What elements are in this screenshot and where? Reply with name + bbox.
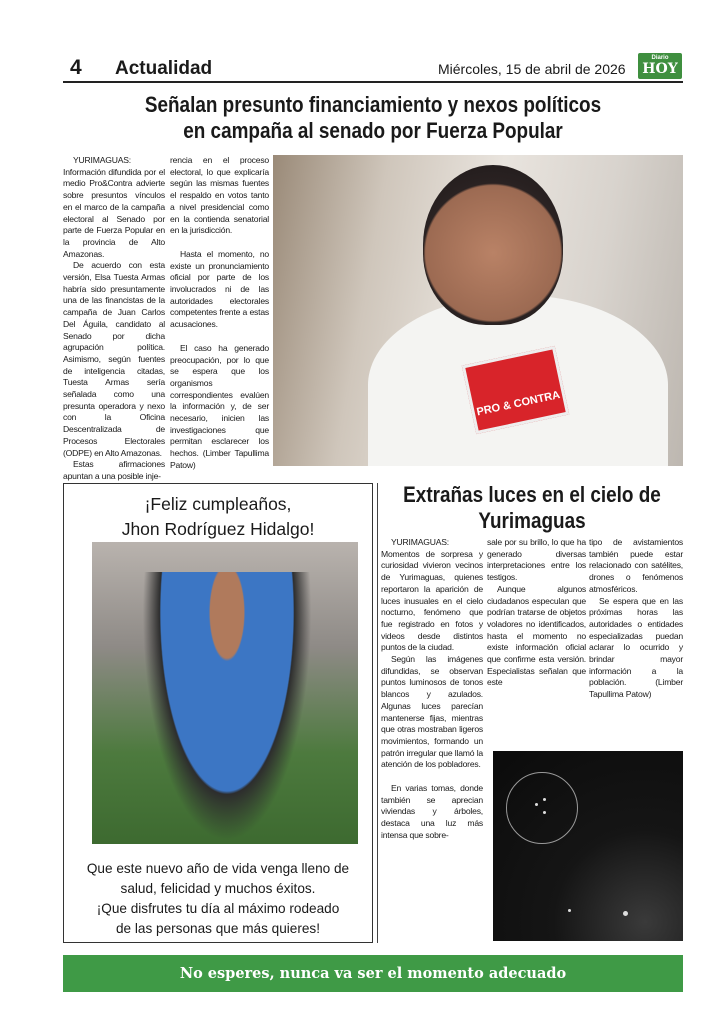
paragraph: Según las imágenes difundidas, se observan puntos luminosos de tonos blancos y azulados. Algunas luces parecían mantenerse fijas, mientras que otras mostraban ligeros movimientos, formando un patrón irregular que llamó la atención de los pobladores.	[381, 654, 483, 770]
birthday-title	[64, 492, 372, 542]
paragraph: sale por su brillo, lo que ha generado diversas interpretaciones entre los testigos.	[487, 537, 586, 583]
title-line: Jhon Rodríguez Hidalgo!	[121, 519, 315, 539]
mic-label: PRO & CONTRA	[475, 388, 562, 419]
section-title: Actualidad	[115, 58, 213, 79]
paragraph: rencia en el proceso electoral, lo que explicaría según las mismas fuentes el respaldo en votos tanto a nivel presidencial como en la contienda senatorial en la jurisdicción.	[170, 155, 269, 236]
paragraph: En varias tomas, donde también se aprecian viviendas y árboles, destaca una luz más intensa que sobre-	[381, 783, 483, 840]
light-dot	[543, 798, 546, 801]
paragraph: tipo de avistamientos también puede estar relacionado con satélites, drones o fenómenos atmosféricos.	[589, 537, 683, 594]
night-sky-photo	[493, 751, 683, 941]
column-divider	[377, 483, 378, 943]
paragraph: Se espera que en las próximas horas las autoridades o entidades especializadas puedan aclarar lo ocurrido y brindar mayor información a la población. (Limber Tapullima Patow)	[589, 595, 683, 700]
logo-small-text: Diario	[651, 55, 669, 61]
article2-column-3	[589, 537, 683, 701]
interview-photo	[273, 155, 683, 466]
message-line: ¡Que disfrutes tu día al máximo rodeado	[96, 901, 340, 916]
article2-column-1	[381, 537, 483, 842]
page-number: 4	[70, 56, 82, 79]
article2-headline	[381, 482, 683, 534]
headline-line: Extrañas luces en el cielo de	[403, 482, 661, 507]
headline-line: Señalan presunto financiamiento y nexos políticos	[144, 92, 602, 117]
highlight-circle	[506, 772, 578, 844]
paragraph: Hasta el momento, no existe un pronunciamiento oficial por parte de los involucrados ni de las autoridades electorales competentes frente a estas acusaciones.	[170, 248, 269, 330]
newspaper-logo	[638, 53, 682, 79]
footer-banner: No esperes, nunca va ser el momento adecuado	[63, 955, 683, 992]
light-dot	[535, 803, 538, 806]
person-face	[423, 165, 563, 325]
paragraph: El caso ha generado preocupación, por lo que se espera que los organismos correspondientes evalúen la información y, de ser necesario, inicien las investigaciones que permitan esclarecer los hechos. (Limber Tapullima Patow)	[170, 342, 269, 470]
message-line: de las personas que más quieres!	[115, 921, 321, 936]
light-dot	[623, 911, 628, 916]
logo-big-text: HOY	[642, 61, 678, 77]
birthday-box	[63, 483, 373, 943]
headline-line: Yurimaguas	[478, 508, 586, 533]
paragraph: De acuerdo con esta versión, Elsa Tuesta Armas habría sido presuntamente una de las financistas de la campaña de Juan Carlos Del Águila, candidato al Senado por dicha agrupación política. Asimismo, según fuentes de inteligencia citadas, Tuesta Armas sería señalada como una presunta operadora y nexo con la Oficina Descentralizada de Procesos Electorales (ODPE) en Alto Amazonas.	[63, 260, 165, 458]
title-line: ¡Feliz cumpleaños,	[144, 494, 292, 514]
paragraph: Estas afirmaciones apuntan a una posible inje-	[63, 459, 165, 481]
article2-column-2	[487, 537, 586, 689]
light-dot	[543, 811, 546, 814]
paragraph: YURIMAGUAS: Información difundida por el medio Pro&Contra advierte sobre presuntos vínculos en el marco de la campaña electoral al Senado por parte de Fuerza Popular en la provincia de Alto Amazonas.	[63, 155, 165, 259]
header-rule	[63, 81, 683, 83]
headline-line: en campaña al senado por Fuerza Popular	[183, 118, 563, 143]
article1-column-1	[63, 155, 165, 483]
paragraph: YURIMAGUAS: Momentos de sorpresa y curiosidad vivieron vecinos de Yurimaguas, quienes reportaron la aparición de luces inusuales en el cielo nocturno, fenómeno que fue registrado en fotos y videos desde distintos puntos de la ciudad.	[381, 537, 483, 653]
message-line: Que este nuevo año de vida venga lleno de	[86, 861, 350, 876]
issue-date: Miércoles, 15 de abril de 2026	[438, 61, 626, 77]
person-figure	[142, 572, 312, 842]
paragraph: Aunque algunos ciudadanos especulan que podrían tratarse de objetos voladores no identificados, hasta el momento no existe información oficial que confirme esta versión. Especialistas señalan que este	[487, 583, 586, 688]
light-dot	[568, 909, 571, 912]
birthday-photo	[92, 542, 358, 844]
message-line: salud, felicidad y muchos éxitos.	[120, 881, 316, 896]
article1-column-2	[170, 155, 269, 472]
article1-headline	[63, 92, 683, 144]
birthday-message	[64, 859, 372, 939]
